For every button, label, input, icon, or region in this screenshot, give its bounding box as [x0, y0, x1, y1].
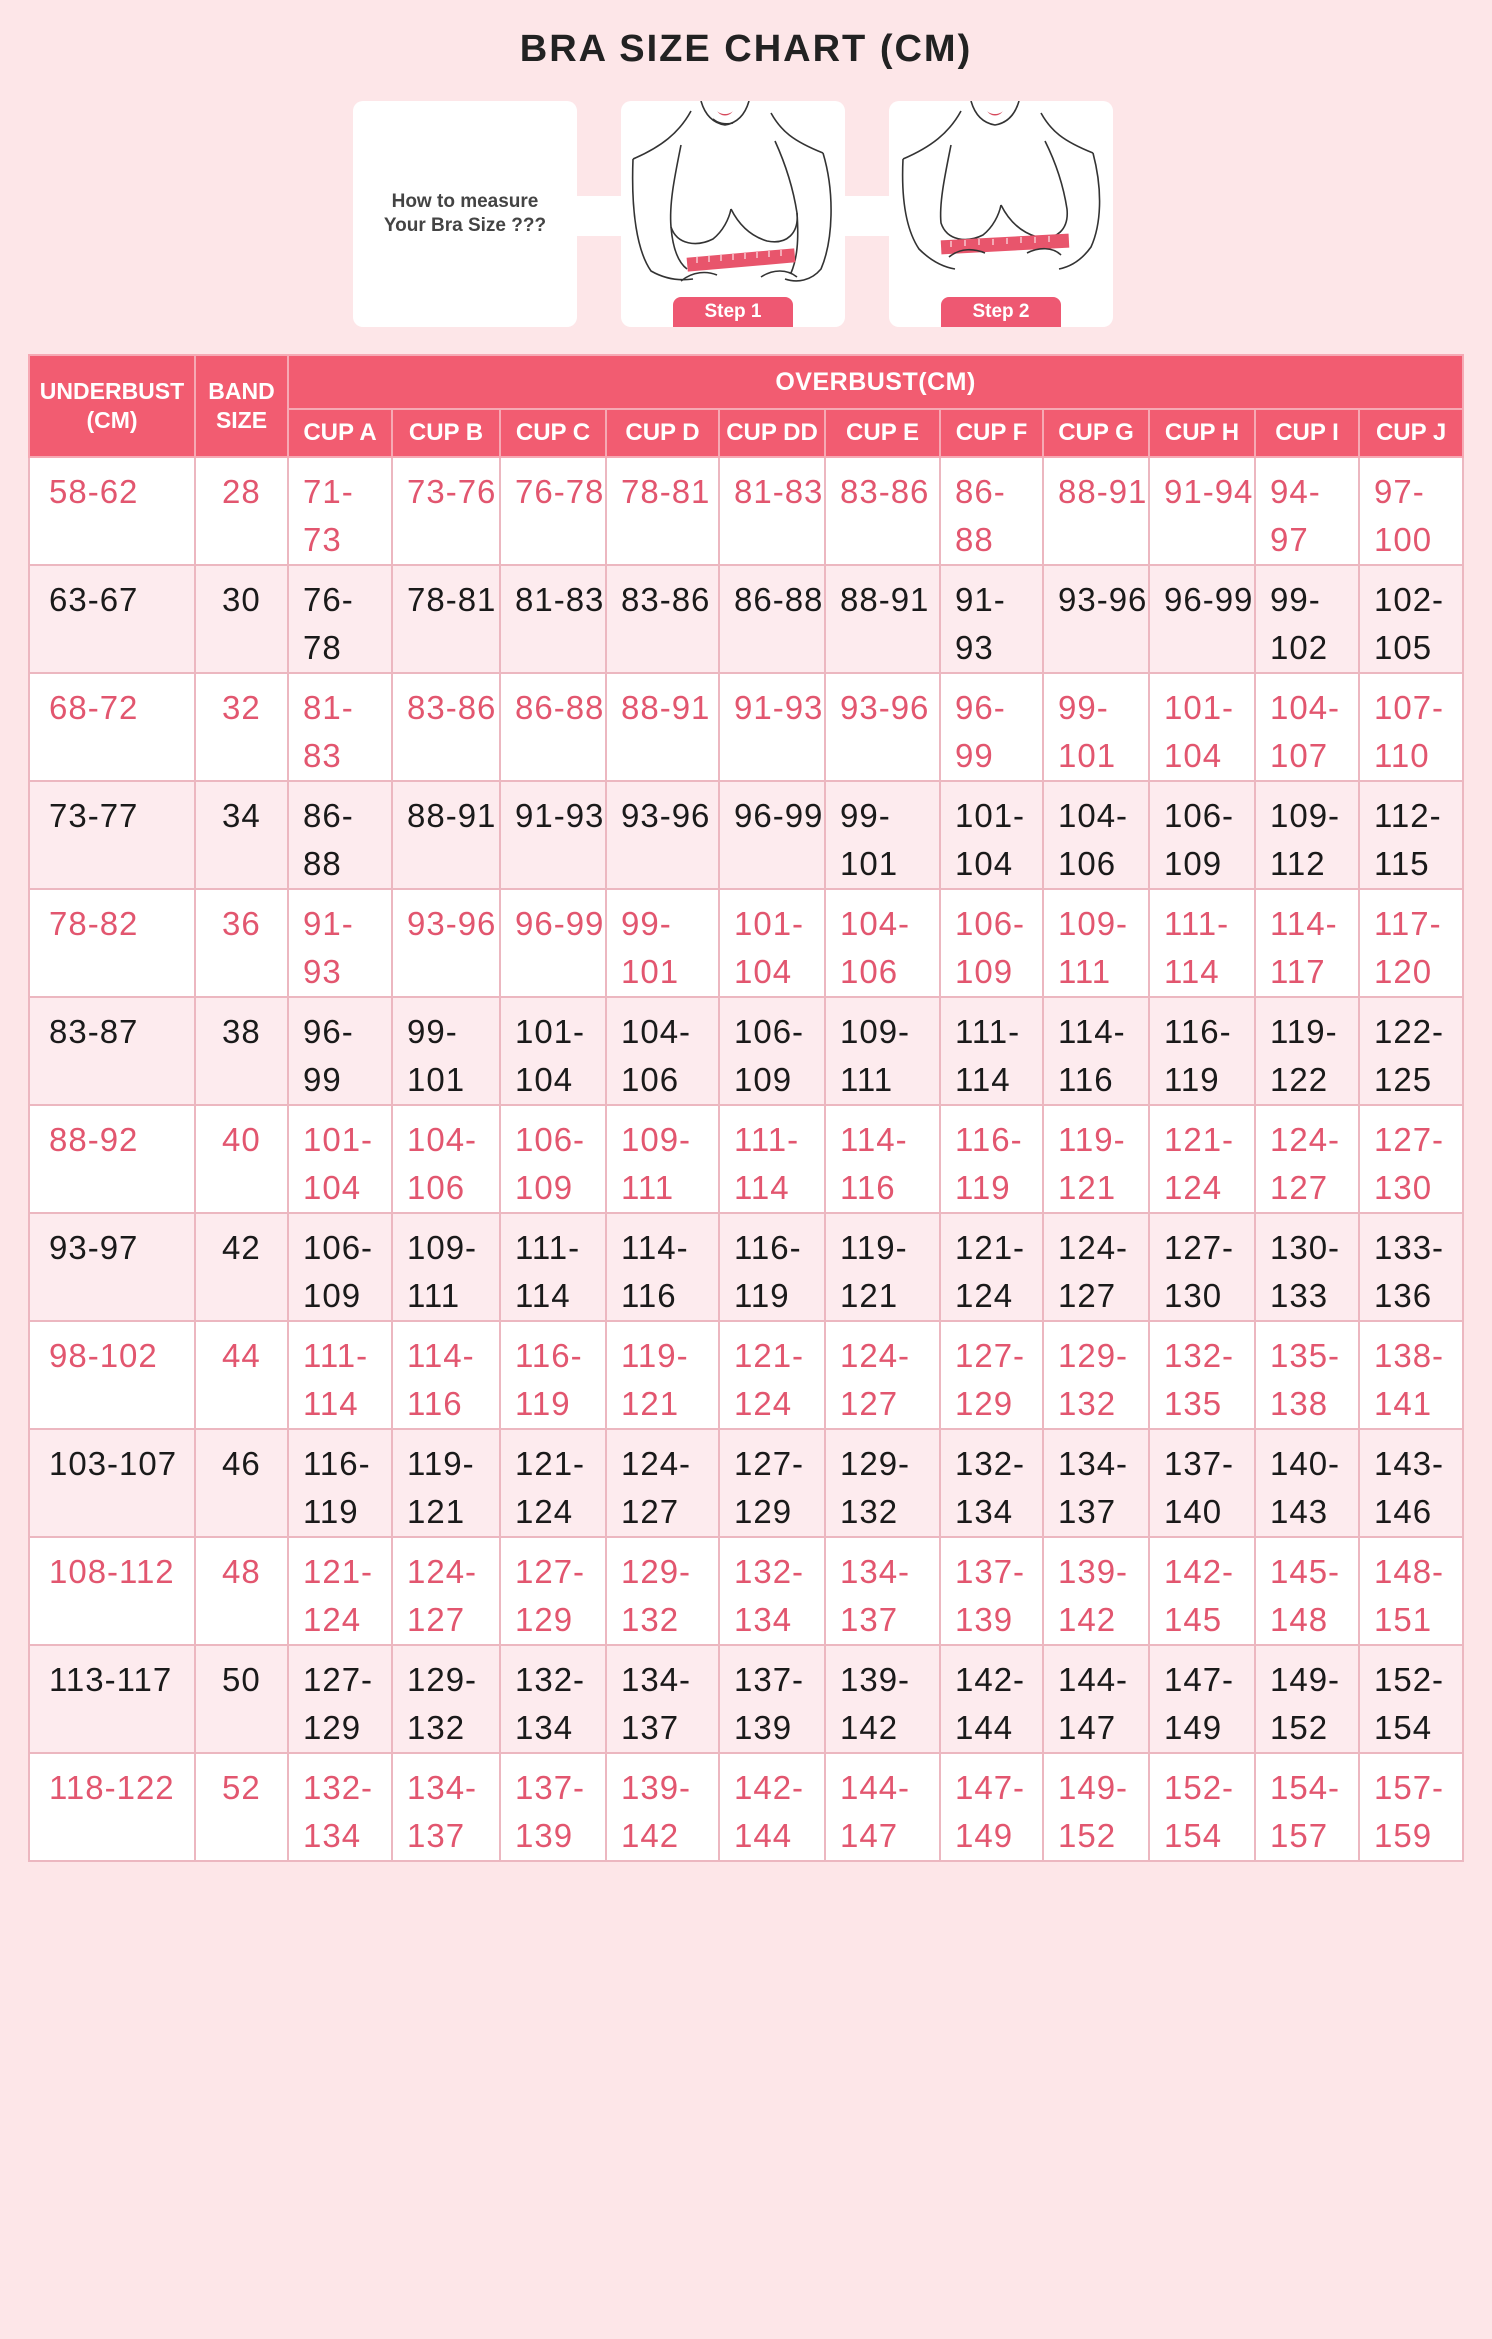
overbust-cell: 111-114	[288, 1321, 392, 1429]
overbust-cell: 86-88	[940, 457, 1043, 565]
overbust-cell: 114-116	[606, 1213, 719, 1321]
underbust-cell: 63-67	[29, 565, 195, 673]
overbust-cell: 116-119	[940, 1105, 1043, 1213]
underbust-cell: 113-117	[29, 1645, 195, 1753]
underbust-cell: 93-97	[29, 1213, 195, 1321]
band-size-cell: 52	[195, 1753, 288, 1861]
overbust-cell: 99-101	[392, 997, 500, 1105]
overbust-cell: 142-145	[1149, 1537, 1255, 1645]
overbust-cell: 132-135	[1149, 1321, 1255, 1429]
overbust-cell: 127-129	[288, 1645, 392, 1753]
overbust-cell: 149-152	[1043, 1753, 1149, 1861]
underbust-cell: 58-62	[29, 457, 195, 565]
band-size-cell: 44	[195, 1321, 288, 1429]
band-size-cell: 32	[195, 673, 288, 781]
header-cup: CUP E	[825, 409, 940, 457]
overbust-cell: 93-96	[606, 781, 719, 889]
overbust-cell: 137-139	[500, 1753, 606, 1861]
overbust-cell: 127-129	[940, 1321, 1043, 1429]
overbust-cell: 124-127	[1255, 1105, 1359, 1213]
overbust-cell: 152-154	[1149, 1753, 1255, 1861]
table-row	[29, 781, 1463, 889]
overbust-cell: 119-121	[606, 1321, 719, 1429]
overbust-cell: 142-144	[719, 1753, 825, 1861]
overbust-cell: 157-159	[1359, 1753, 1463, 1861]
header-cup: CUP A	[288, 409, 392, 457]
underbust-cell: 88-92	[29, 1105, 195, 1213]
overbust-cell: 112-115	[1359, 781, 1463, 889]
overbust-cell: 96-99	[940, 673, 1043, 781]
header-cup: CUP D	[606, 409, 719, 457]
overbust-cell: 144-147	[1043, 1645, 1149, 1753]
table-row	[29, 1321, 1463, 1429]
band-size-cell: 28	[195, 457, 288, 565]
table-row	[29, 889, 1463, 997]
overbust-cell: 149-152	[1255, 1645, 1359, 1753]
overbust-cell: 147-149	[940, 1753, 1043, 1861]
overbust-cell: 148-151	[1359, 1537, 1463, 1645]
overbust-cell: 104-106	[606, 997, 719, 1105]
overbust-cell: 101-104	[719, 889, 825, 997]
underbust-cell: 118-122	[29, 1753, 195, 1861]
overbust-cell: 138-141	[1359, 1321, 1463, 1429]
overbust-cell: 132-134	[940, 1429, 1043, 1537]
overbust-cell: 76-78	[288, 565, 392, 673]
overbust-cell: 91-93	[940, 565, 1043, 673]
overbust-cell: 91-93	[288, 889, 392, 997]
band-size-cell: 42	[195, 1213, 288, 1321]
overbust-cell: 140-143	[1255, 1429, 1359, 1537]
overbust-cell: 96-99	[719, 781, 825, 889]
size-chart-body	[29, 457, 1463, 1861]
overbust-cell: 106-109	[1149, 781, 1255, 889]
header-cup: CUP B	[392, 409, 500, 457]
overbust-cell: 96-99	[288, 997, 392, 1105]
overbust-cell: 81-83	[500, 565, 606, 673]
underbust-cell: 73-77	[29, 781, 195, 889]
underbust-cell: 103-107	[29, 1429, 195, 1537]
overbust-cell: 88-91	[392, 781, 500, 889]
header-cup: CUP H	[1149, 409, 1255, 457]
overbust-cell: 83-86	[392, 673, 500, 781]
overbust-cell: 106-109	[940, 889, 1043, 997]
table-row	[29, 1429, 1463, 1537]
overbust-cell: 134-137	[392, 1753, 500, 1861]
header-cup: CUP F	[940, 409, 1043, 457]
overbust-cell: 101-104	[1149, 673, 1255, 781]
overbust-cell: 124-127	[825, 1321, 940, 1429]
overbust-cell: 143-146	[1359, 1429, 1463, 1537]
overbust-cell: 137-140	[1149, 1429, 1255, 1537]
overbust-cell: 152-154	[1359, 1645, 1463, 1753]
overbust-cell: 142-144	[940, 1645, 1043, 1753]
overbust-cell: 137-139	[719, 1645, 825, 1753]
overbust-cell: 97-100	[1359, 457, 1463, 565]
overbust-cell: 96-99	[500, 889, 606, 997]
overbust-cell: 99-102	[1255, 565, 1359, 673]
overbust-cell: 101-104	[500, 997, 606, 1105]
overbust-cell: 124-127	[392, 1537, 500, 1645]
overbust-cell: 134-137	[606, 1645, 719, 1753]
overbust-cell: 114-116	[392, 1321, 500, 1429]
overbust-cell: 145-148	[1255, 1537, 1359, 1645]
header-cup: CUP DD	[719, 409, 825, 457]
overbust-cell: 119-121	[1043, 1105, 1149, 1213]
overbust-cell: 106-109	[719, 997, 825, 1105]
overbust-cell: 94-97	[1255, 457, 1359, 565]
overbust-cell: 99-101	[606, 889, 719, 997]
overbust-cell: 73-76	[392, 457, 500, 565]
overbust-cell: 99-101	[825, 781, 940, 889]
band-size-cell: 36	[195, 889, 288, 997]
table-row	[29, 457, 1463, 565]
overbust-cell: 96-99	[1149, 565, 1255, 673]
overbust-cell: 124-127	[606, 1429, 719, 1537]
overbust-cell: 106-109	[500, 1105, 606, 1213]
overbust-cell: 133-136	[1359, 1213, 1463, 1321]
overbust-cell: 129-132	[606, 1537, 719, 1645]
overbust-cell: 130-133	[1255, 1213, 1359, 1321]
overbust-cell: 121-124	[500, 1429, 606, 1537]
overbust-cell: 104-106	[825, 889, 940, 997]
overbust-cell: 132-134	[500, 1645, 606, 1753]
header-overbust: OVERBUST(CM)	[288, 355, 1463, 409]
overbust-cell: 88-91	[825, 565, 940, 673]
overbust-cell: 119-121	[825, 1213, 940, 1321]
overbust-cell: 129-132	[392, 1645, 500, 1753]
overbust-cell: 91-93	[719, 673, 825, 781]
overbust-cell: 111-114	[500, 1213, 606, 1321]
band-size-cell: 40	[195, 1105, 288, 1213]
band-size-cell: 46	[195, 1429, 288, 1537]
overbust-cell: 88-91	[606, 673, 719, 781]
overbust-cell: 114-117	[1255, 889, 1359, 997]
overbust-cell: 88-91	[1043, 457, 1149, 565]
step-2-illustration	[889, 101, 1113, 327]
band-size-cell: 50	[195, 1645, 288, 1753]
overbust-cell: 71-73	[288, 457, 392, 565]
overbust-cell: 119-122	[1255, 997, 1359, 1105]
step-2-card	[889, 101, 1113, 327]
overbust-cell: 124-127	[1043, 1213, 1149, 1321]
overbust-cell: 119-121	[392, 1429, 500, 1537]
overbust-cell: 127-129	[719, 1429, 825, 1537]
underbust-cell: 83-87	[29, 997, 195, 1105]
overbust-cell: 132-134	[719, 1537, 825, 1645]
header-underbust: UNDERBUST (CM)	[29, 355, 195, 457]
overbust-cell: 135-138	[1255, 1321, 1359, 1429]
band-size-cell: 38	[195, 997, 288, 1105]
overbust-cell: 91-93	[500, 781, 606, 889]
overbust-cell: 83-86	[606, 565, 719, 673]
band-size-cell: 30	[195, 565, 288, 673]
underbust-cell: 108-112	[29, 1537, 195, 1645]
overbust-cell: 109-111	[825, 997, 940, 1105]
overbust-cell: 134-137	[825, 1537, 940, 1645]
header-cup: CUP C	[500, 409, 606, 457]
size-chart-table	[28, 354, 1464, 1862]
overbust-cell: 111-114	[940, 997, 1043, 1105]
overbust-cell: 109-112	[1255, 781, 1359, 889]
overbust-cell: 109-111	[1043, 889, 1149, 997]
overbust-cell: 121-124	[288, 1537, 392, 1645]
overbust-cell: 147-149	[1149, 1645, 1255, 1753]
page-title: BRA SIZE CHART (CM)	[519, 28, 973, 70]
overbust-cell: 144-147	[825, 1753, 940, 1861]
overbust-cell: 81-83	[719, 457, 825, 565]
overbust-cell: 83-86	[825, 457, 940, 565]
overbust-cell: 102-105	[1359, 565, 1463, 673]
overbust-cell: 91-94	[1149, 457, 1255, 565]
step-2-label: Step 2	[941, 297, 1061, 327]
step-1-card	[621, 101, 845, 327]
overbust-cell: 86-88	[500, 673, 606, 781]
overbust-cell: 134-137	[1043, 1429, 1149, 1537]
overbust-cell: 99-101	[1043, 673, 1149, 781]
overbust-cell: 81-83	[288, 673, 392, 781]
overbust-cell: 137-139	[940, 1537, 1043, 1645]
overbust-cell: 78-81	[606, 457, 719, 565]
overbust-cell: 104-106	[392, 1105, 500, 1213]
underbust-cell: 98-102	[29, 1321, 195, 1429]
table-row	[29, 1645, 1463, 1753]
overbust-cell: 104-106	[1043, 781, 1149, 889]
header-band-size: BAND SIZE	[195, 355, 288, 457]
overbust-cell: 93-96	[825, 673, 940, 781]
overbust-cell: 86-88	[719, 565, 825, 673]
overbust-cell: 114-116	[825, 1105, 940, 1213]
overbust-cell: 132-134	[288, 1753, 392, 1861]
overbust-cell: 106-109	[288, 1213, 392, 1321]
overbust-cell: 121-124	[1149, 1105, 1255, 1213]
overbust-cell: 154-157	[1255, 1753, 1359, 1861]
overbust-cell: 116-119	[719, 1213, 825, 1321]
overbust-cell: 86-88	[288, 781, 392, 889]
step-1-illustration	[621, 101, 845, 327]
overbust-cell: 111-114	[1149, 889, 1255, 997]
overbust-cell: 139-142	[606, 1753, 719, 1861]
overbust-cell: 116-119	[500, 1321, 606, 1429]
overbust-cell: 109-111	[392, 1213, 500, 1321]
table-row	[29, 673, 1463, 781]
overbust-cell: 121-124	[719, 1321, 825, 1429]
overbust-cell: 129-132	[1043, 1321, 1149, 1429]
overbust-cell: 78-81	[392, 565, 500, 673]
overbust-cell: 93-96	[392, 889, 500, 997]
overbust-cell: 122-125	[1359, 997, 1463, 1105]
overbust-cell: 104-107	[1255, 673, 1359, 781]
overbust-cell: 101-104	[940, 781, 1043, 889]
band-size-cell: 48	[195, 1537, 288, 1645]
overbust-cell: 116-119	[1149, 997, 1255, 1105]
overbust-cell: 101-104	[288, 1105, 392, 1213]
overbust-cell: 139-142	[825, 1645, 940, 1753]
overbust-cell: 114-116	[1043, 997, 1149, 1105]
table-row	[29, 1753, 1463, 1861]
table-row	[29, 997, 1463, 1105]
how-to-measure-card	[353, 101, 577, 327]
overbust-cell: 116-119	[288, 1429, 392, 1537]
overbust-cell: 109-111	[606, 1105, 719, 1213]
overbust-cell: 111-114	[719, 1105, 825, 1213]
overbust-cell: 127-129	[500, 1537, 606, 1645]
overbust-cell: 127-130	[1149, 1213, 1255, 1321]
overbust-cell: 121-124	[940, 1213, 1043, 1321]
overbust-cell: 117-120	[1359, 889, 1463, 997]
step-1-label: Step 1	[673, 297, 793, 327]
underbust-cell: 68-72	[29, 673, 195, 781]
overbust-cell: 93-96	[1043, 565, 1149, 673]
table-row	[29, 1105, 1463, 1213]
overbust-cell: 139-142	[1043, 1537, 1149, 1645]
underbust-cell: 78-82	[29, 889, 195, 997]
table-row	[29, 1213, 1463, 1321]
measure-guide	[353, 101, 1113, 327]
header-cup: CUP I	[1255, 409, 1359, 457]
header-cup: CUP J	[1359, 409, 1463, 457]
overbust-cell: 76-78	[500, 457, 606, 565]
overbust-cell: 127-130	[1359, 1105, 1463, 1213]
table-row	[29, 565, 1463, 673]
band-size-cell: 34	[195, 781, 288, 889]
overbust-cell: 107-110	[1359, 673, 1463, 781]
overbust-cell: 129-132	[825, 1429, 940, 1537]
how-to-measure-text: How to measure Your Bra Size ???	[383, 191, 547, 236]
table-row	[29, 1537, 1463, 1645]
header-cup: CUP G	[1043, 409, 1149, 457]
